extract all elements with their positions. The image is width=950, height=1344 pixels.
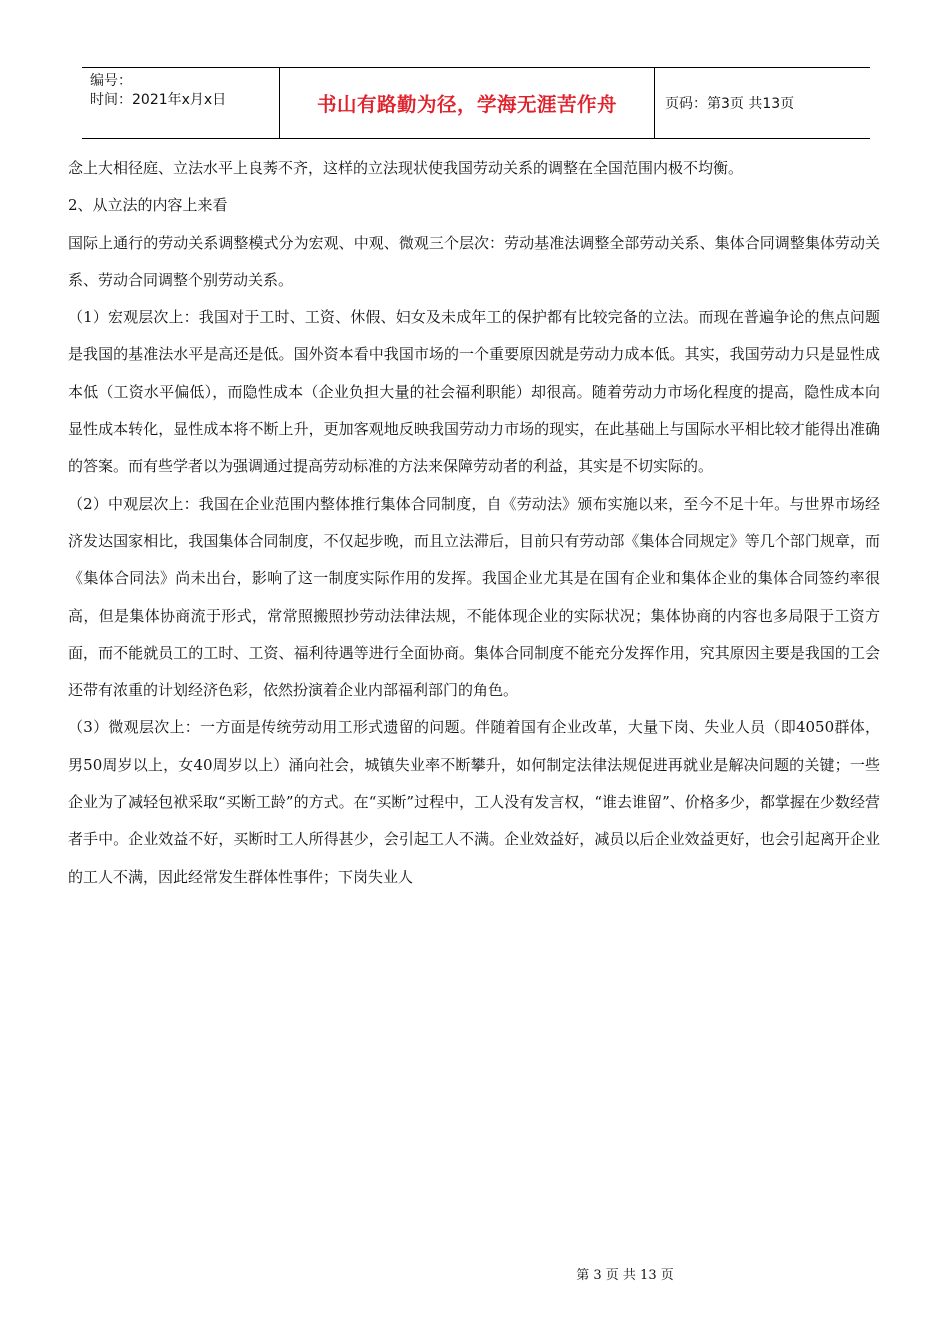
- document-header: [82, 67, 870, 139]
- paragraph: 念上大相径庭、立法水平上良莠不齐，这样的立法现状使我国劳动关系的调整在全国范围内极不均衡。: [68, 159, 744, 177]
- date-label: 时间：2021年x月x日: [90, 92, 227, 108]
- paragraph: （3）微观层次上：一方面是传统劳动用工形式遗留的问题。伴随着国有企业改革，大量下岗、失业人员（即4050群体，男50周岁以上，女40周岁以上）涌向社会，城镇失业率不断攀升，如何制定法律法规促进再就业是解决问题的关键；一些企业为了减轻包袱采取“买断工龄”的方式。在“买断”过程中，工人没有发言权，“谁去谁留”、价格多少，都掌握在少数经营者手中。企业效益不好，买断时工人所得甚少，会引起工人不满。企业效益好，减员以后企业效益更好，也会引起离开企业的工人不满，因此经常发生群体性事件；下岗失业人: [68, 718, 880, 886]
- code-label: 编号：: [90, 73, 132, 89]
- paragraph: （2）中观层次上：我国在企业范围内整体推行集体合同制度，自《劳动法》颁布实施以来，至今不足十年。与世界市场经济发达国家相比，我国集体合同制度，不仅起步晚，而且立法滞后，目前只有劳动部《集体合同规定》等几个部门规章，而《集体合同法》尚未出台，影响了这一制度实际作用的发挥。我国企业尤其是在国有企业和集体企业的集体合同签约率很高，但是集体协商流于形式，常常照搬照抄劳动法律法规，不能体现企业的实际状况；集体协商的内容也多局限于工资方面，而不能就员工的工时、工资、福利待遇等进行全面协商。集体合同制度不能充分发挥作用，究其原因主要是我国的工会还带有浓重的计划经济色彩，依然扮演着企业内部福利部门的角色。: [68, 494, 880, 700]
- header-motto: 书山有路勤为径，学海无涯苦作舟: [280, 68, 655, 138]
- page-footer: 第 3 页 共 13 页: [576, 1268, 674, 1283]
- section-heading: 2、从立法的内容上来看: [68, 196, 228, 215]
- paragraph: 国际上通行的劳动关系调整模式分为宏观、中观、微观三个层次：劳动基准法调整全部劳动关系、集体合同调整集体劳动关系、劳动合同调整个别劳动关系。: [68, 233, 880, 289]
- paragraph: （1）宏观层次上：我国对于工时、工资、休假、妇女及未成年工的保护都有比较完备的立法。而现在普遍争论的焦点问题是我国的基准法水平是高还是低。国外资本看中我国市场的一个重要原因就是劳动力成本低。其实，我国劳动力只是显性成本低（工资水平偏低），而隐性成本（企业负担大量的社会福利职能）却很高。随着劳动力市场化程度的提高，隐性成本向显性成本转化，显性成本将不断上升，更加客观地反映我国劳动力市场的现实，在此基础上与国际水平相比较才能得出准确的答案。而有些学者以为强调通过提高劳动标准的方法来保障劳动者的利益，其实是不切实际的。: [68, 308, 880, 476]
- header-page-info: 页码：第3页 共13页: [665, 96, 795, 112]
- document-body: [68, 150, 880, 896]
- header-meta: [82, 68, 280, 138]
